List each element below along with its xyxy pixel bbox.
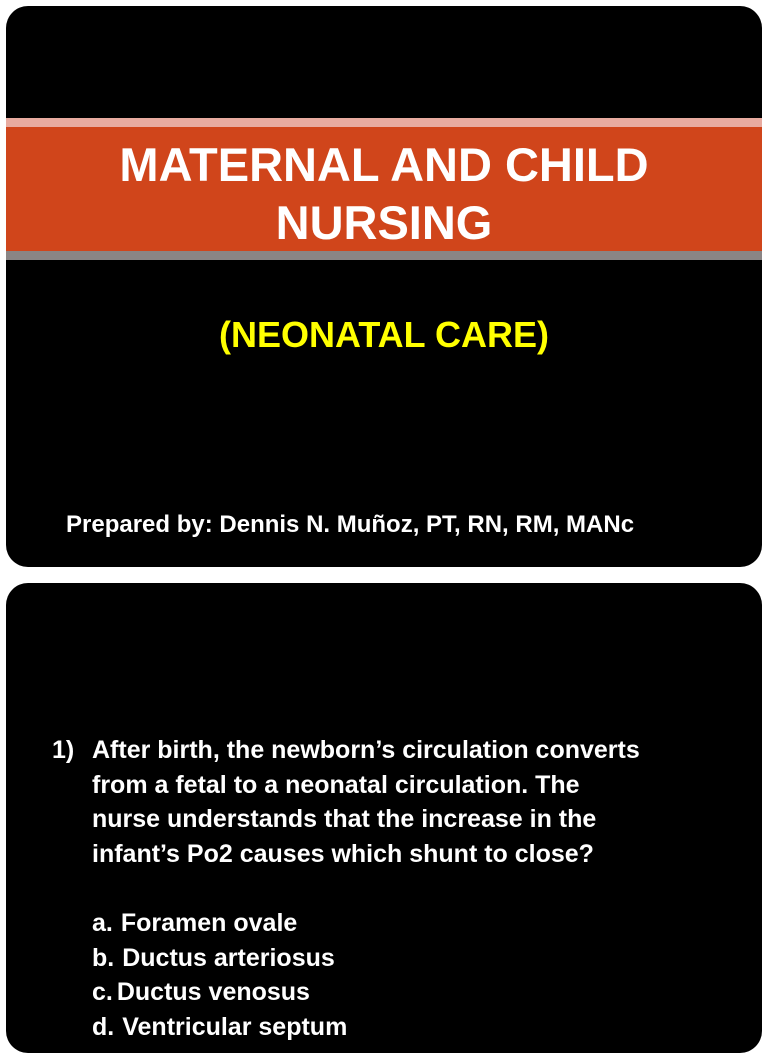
option-letter: a.	[92, 909, 113, 937]
option-text: Ventricular septum	[122, 1012, 348, 1041]
option-b	[92, 941, 347, 976]
option-a	[92, 906, 347, 941]
title-band-top-stripe	[6, 118, 762, 127]
option-letter: c.	[92, 978, 113, 1006]
question-number: 1)	[52, 736, 75, 764]
question-slide	[6, 583, 762, 1053]
option-text: Ductus arteriosus	[122, 943, 335, 972]
slide-subtitle: (NEONATAL CARE)	[219, 314, 549, 355]
title-band	[6, 118, 762, 260]
option-letter: d.	[92, 1012, 115, 1041]
option-letter: b.	[92, 943, 115, 972]
answer-options	[92, 906, 347, 1044]
question-text	[92, 733, 752, 871]
slide-title	[6, 136, 762, 252]
question-line: infant’s Po2 causes which shunt to close?	[92, 839, 594, 868]
question-line: nurse understands that the increase in the	[92, 805, 597, 833]
title-band-bottom-stripe	[6, 251, 762, 260]
option-d	[92, 1010, 347, 1045]
slide-title-line-2: NURSING	[275, 196, 493, 249]
option-text: Foramen ovale	[120, 909, 298, 937]
option-text: Ductus venosus	[116, 978, 310, 1006]
author-credit: Prepared by: Dennis N. Muñoz, PT, RN, RM, MANc	[66, 511, 635, 538]
option-c	[92, 975, 347, 1010]
title-slide	[6, 6, 762, 567]
slide-title-line-1: MATERNAL AND CHILD	[119, 138, 649, 191]
question-line: After birth, the newborn’s circulation converts	[92, 736, 640, 764]
question-line: from a fetal to a neonatal circulation. The	[92, 770, 580, 799]
